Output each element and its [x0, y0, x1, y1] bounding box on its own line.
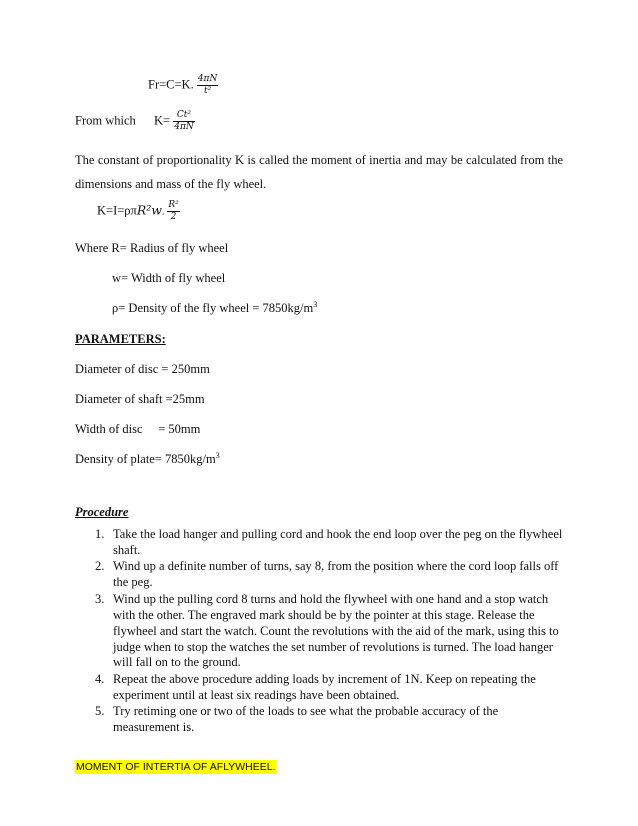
procedure-step: 1. Take the load hanger and pulling cord and hook the end loop over the peg on the flywheel shaft. [95, 527, 563, 557]
parameter-shaft-diameter: Diameter of shaft =25mm [75, 392, 205, 406]
procedure-step: 3. Wind up the pulling cord 8 turns and hold the flywheel with one hand and a stop watch with the other. The engraved mark should be by the pointer at this stage. Release the flywheel and start the watch. Count the revolutions with the aid of the mark, using this to judge when to stop the watches the set number of revolutions is turned. The load hanger will fall on to the ground. [95, 591, 559, 670]
formula-inertia [97, 200, 180, 223]
formula-force [148, 74, 218, 97]
formula-k-prefix: From which [75, 113, 136, 128]
parameter-disc-width: Width of disc = 50mm [75, 422, 201, 436]
formula-force-fraction: $\frac{4\pi N}{\text{t²}}$ [197, 74, 218, 96]
parameter-plate-density: Density of plate= $7850kg/m^3$ [75, 450, 220, 466]
definition-density: ρ= Density of the fly wheel = $7850kg/m^3$ [112, 299, 318, 315]
parameters-heading: PARAMETERS: [75, 332, 166, 346]
formula-k-fraction: $\frac{\text{Ct²}}{4\pi N}$ [174, 110, 194, 132]
formula-inertia-lhs: K=I=ρπ [97, 203, 137, 218]
formula-k [75, 110, 195, 133]
formula-k-lhs: K= [154, 113, 171, 128]
formula-inertia-mid: R²w [136, 202, 162, 218]
parameter-disc-diameter: Diameter of disc = 250mm [75, 362, 210, 376]
definition-width: w= Width of fly wheel [112, 271, 226, 285]
procedure-step: 5. Try retiming one or two of the loads to see what the probable accuracy of the measurement is. [95, 704, 499, 735]
procedure-step: 4. Repeat the above procedure adding loads by increment of 1N. Keep on repeating the experiment until at least six readings have been obtained. [95, 671, 536, 702]
procedure-step: 2. Wind up a definite number of turns, say 8, from the position where the cord loop falls off the peg. [95, 559, 559, 590]
inertia-paragraph: The constant of proportionality K is called the moment of inertia and may be calculated from the dimensions and mass of the fly wheel. [75, 153, 563, 191]
procedure-steps [75, 527, 565, 737]
formula-force-lhs: Fr=C=K. [148, 77, 194, 92]
procedure-heading: Procedure [75, 505, 129, 519]
formula-inertia-dot: . [161, 206, 165, 217]
page-footer: MOMENT OF INTERTIA OF AFLYWHEEL. [76, 761, 276, 773]
formula-inertia-fraction: $\frac{\text{R²}}{2}$ [168, 200, 179, 222]
definition-radius: Where R= Radius of fly wheel [75, 241, 229, 255]
